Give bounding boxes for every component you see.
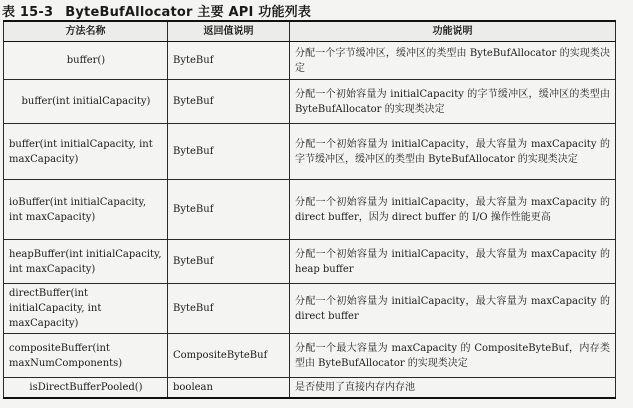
method-cell: isDirectBufferPooled()	[4, 378, 168, 399]
table-row	[4, 378, 616, 399]
description-cell: 分配一个初始容量为 initialCapacity，最大容量为 maxCapacity 的字节缓冲区，缓冲区的类型由 ByteBufAllocator 的实现类决定	[290, 124, 616, 180]
return-cell: ByteBuf	[168, 80, 290, 124]
return-cell: ByteBuf	[168, 124, 290, 180]
method-cell: ioBuffer(int initialCapacity, int maxCapacity)	[4, 180, 168, 240]
return-cell: ByteBuf	[168, 42, 290, 80]
description-cell: 分配一个初始容量为 initialCapacity，最大容量为 maxCapacity 的 direct buffer，因为 direct buffer 的 I/O 操作性能更高	[290, 180, 616, 240]
api-table	[3, 20, 616, 399]
description-cell: 是否使用了直接内存内存池	[290, 378, 616, 399]
table-row	[4, 42, 616, 80]
return-cell: ByteBuf	[168, 284, 290, 334]
header-returns: 返回值说明	[168, 21, 290, 42]
method-cell: buffer(int initialCapacity)	[4, 80, 168, 124]
method-cell: buffer()	[4, 42, 168, 80]
table-row	[4, 124, 616, 180]
table-row	[4, 80, 616, 124]
table-title: ByteBufAllocator 主要 API 功能列表	[65, 5, 312, 20]
method-cell: directBuffer(int initialCapacity, int maxCapacity)	[4, 284, 168, 334]
method-cell: heapBuffer(int initialCapacity, int maxCapacity)	[4, 240, 168, 284]
table-caption	[2, 1, 311, 20]
header-description: 功能说明	[290, 21, 616, 42]
table-row	[4, 334, 616, 378]
header-row	[4, 21, 616, 42]
method-cell: compositeBuffer(int maxNumComponents)	[4, 334, 168, 378]
table-row	[4, 180, 616, 240]
return-cell: ByteBuf	[168, 240, 290, 284]
return-cell: CompositeByteBuf	[168, 334, 290, 378]
description-cell: 分配一个初始容量为 initialCapacity 的字节缓冲区，缓冲区的类型由 ByteBufAllocator 的实现类决定	[290, 80, 616, 124]
table-number: 表 15-3	[2, 5, 54, 20]
return-cell: boolean	[168, 378, 290, 399]
description-cell: 分配一个最大容量为 maxCapacity 的 CompositeByteBuf，内存类型由 ByteBufAllocator 的实现类决定	[290, 334, 616, 378]
method-cell: buffer(int initialCapacity, int maxCapacity)	[4, 124, 168, 180]
description-cell: 分配一个初始容量为 initialCapacity，最大容量为 maxCapacity 的 heap buffer	[290, 240, 616, 284]
header-method: 方法名称	[4, 21, 168, 42]
table-row	[4, 240, 616, 284]
description-cell: 分配一个字节缓冲区，缓冲区的类型由 ByteBufAllocator 的实现类决定	[290, 42, 616, 80]
description-cell: 分配一个初始容量为 initialCapacity，最大容量为 maxCapacity 的 direct buffer	[290, 284, 616, 334]
table-row	[4, 284, 616, 334]
return-cell: ByteBuf	[168, 180, 290, 240]
